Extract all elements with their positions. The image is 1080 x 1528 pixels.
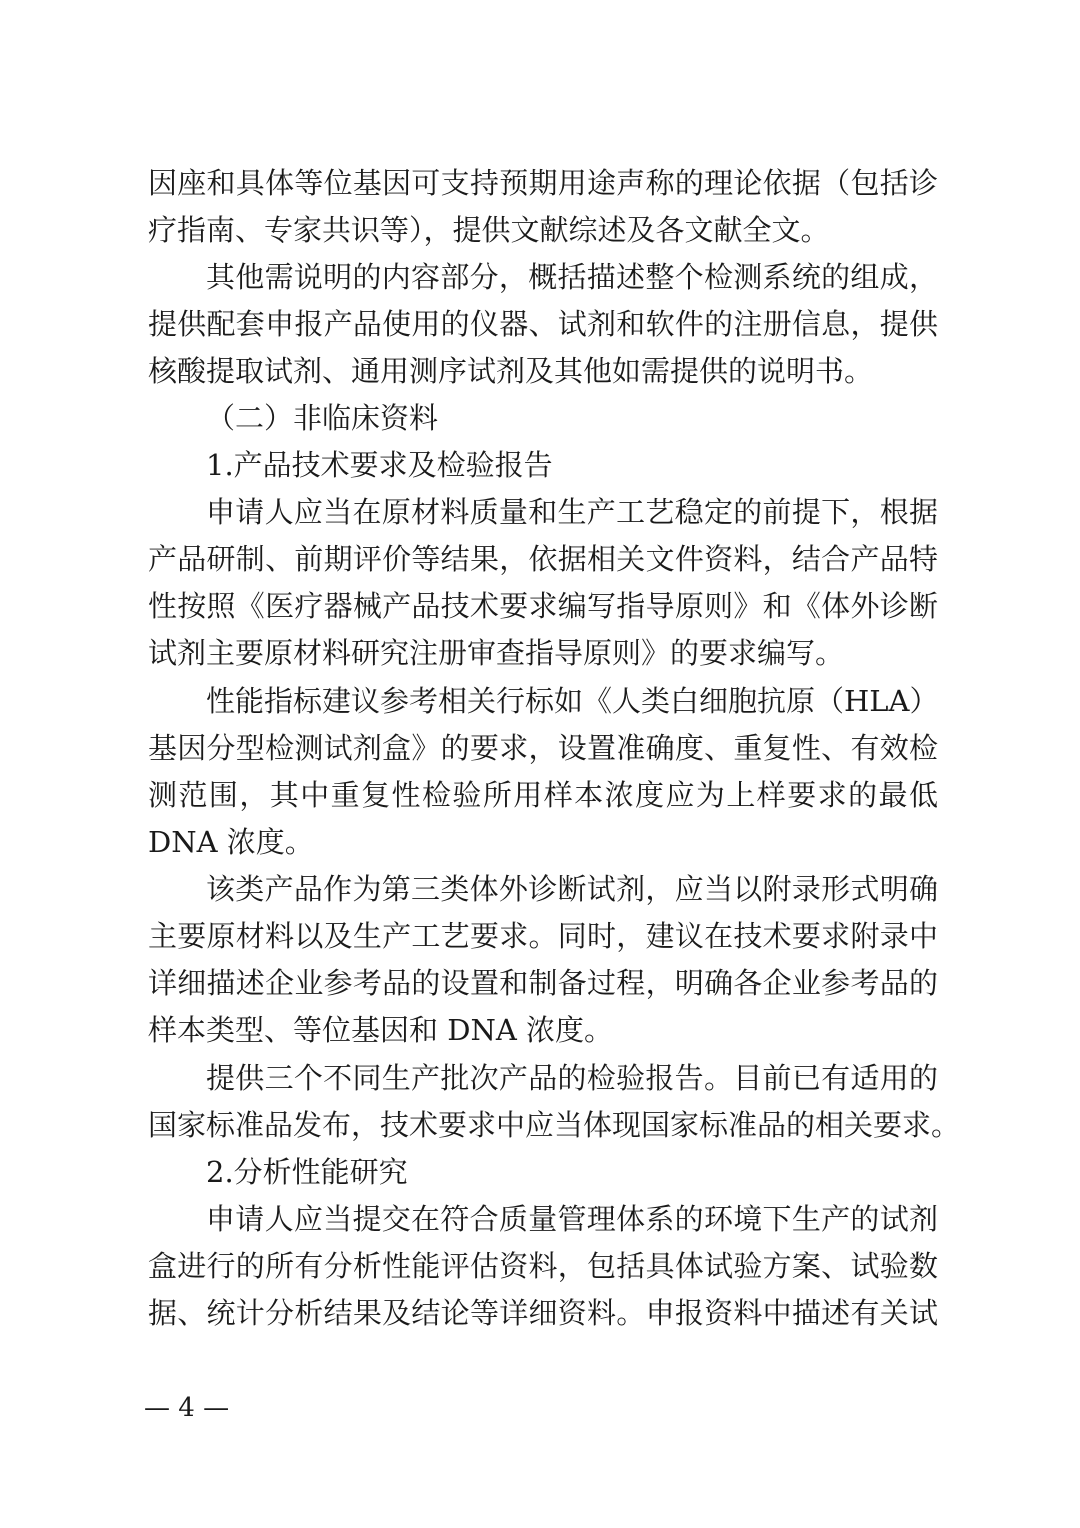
text-line: 试剂主要原材料研究注册审查指导原则》的要求编写。 [148, 636, 845, 670]
text-line: 基因分型检测试剂盒》的要求，设置准确度、重复性、有效检 [148, 731, 938, 765]
text-line: 提供配套申报产品使用的仪器、试剂和软件的注册信息，提供 [148, 307, 938, 341]
text-line: 主要原材料以及生产工艺要求。同时，建议在技术要求附录中 [148, 919, 938, 953]
text-line: 样本类型、等位基因和 DNA 浓度。 [148, 1013, 614, 1047]
text-line: 盒进行的所有分析性能评估资料，包括具体试验方案、试验数 [148, 1249, 938, 1283]
text-line: 测范围，其中重复性检验所用样本浓度应为上样要求的最低 [148, 778, 938, 812]
text-line: 申请人应当在原材料质量和生产工艺稳定的前提下，根据 [206, 495, 938, 529]
page-number: — 4 — [144, 1393, 230, 1423]
text-line: 该类产品作为第三类体外诊断试剂，应当以附录形式明确 [206, 872, 938, 906]
text-line: 国家标准品发布，技术要求中应当体现国家标准品的相关要求。 [148, 1108, 961, 1142]
text-line: 申请人应当提交在符合质量管理体系的环境下生产的试剂 [206, 1202, 938, 1236]
subsection-heading: 2.分析性能研究 [206, 1155, 408, 1189]
text-line: 核酸提取试剂、通用测序试剂及其他如需提供的说明书。 [148, 354, 874, 388]
text-line: 产品研制、前期评价等结果，依据相关文件资料，结合产品特 [148, 542, 938, 576]
text-line: 提供三个不同生产批次产品的检验报告。目前已有适用的 [206, 1061, 938, 1095]
text-line: 其他需说明的内容部分，概括描述整个检测系统的组成， [206, 260, 938, 294]
text-line: 详细描述企业参考品的设置和制备过程，明确各企业参考品的 [148, 966, 938, 1000]
text-line: 性按照《医疗器械产品技术要求编写指导原则》和《体外诊断 [148, 589, 938, 623]
section-heading: （二）非临床资料 [206, 401, 439, 435]
text-line: 因座和具体等位基因可支持预期用途声称的理论依据（包括诊 [148, 166, 938, 200]
text-line: 性能指标建议参考相关行标如《人类白细胞抗原（HLA） [206, 684, 939, 718]
subsection-heading: 1.产品技术要求及检验报告 [206, 448, 553, 482]
text-line: 据、统计分析结果及结论等详细资料。申报资料中描述有关试 [148, 1296, 938, 1330]
text-line: DNA 浓度。 [148, 825, 314, 859]
text-line: 疗指南、专家共识等），提供文献综述及各文献全文。 [148, 213, 830, 247]
